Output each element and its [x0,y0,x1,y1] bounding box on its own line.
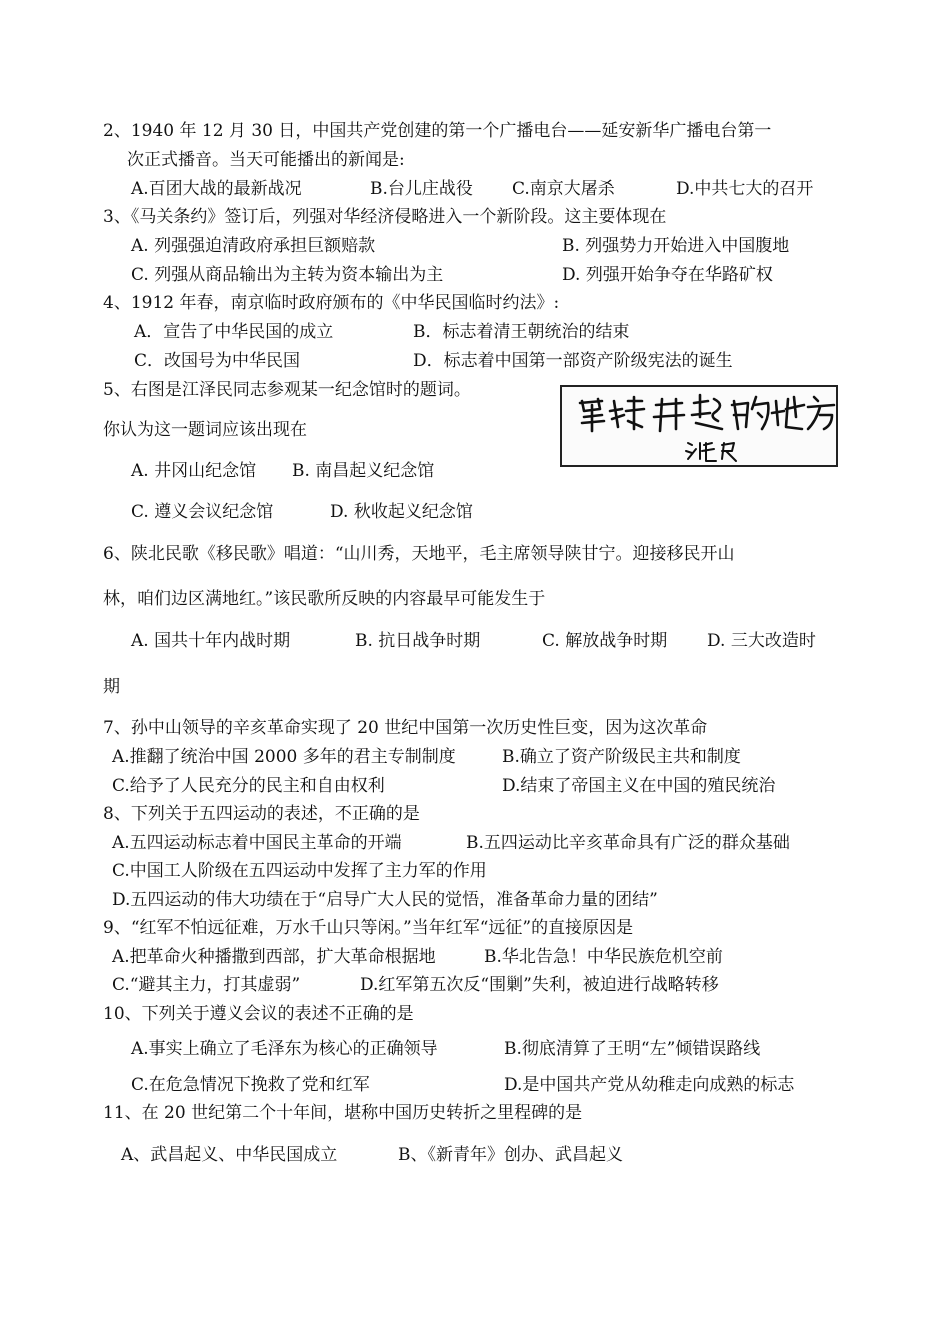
q5-stem-line1: 5、右图是江泽民同志参观某一纪念馆时的题词。 [103,380,471,400]
q11-option-a: A、武昌起义、中华民国成立 [121,1145,338,1165]
q9-option-d: D.红军第五次反“围剿”失利，被迫进行战略转移 [360,975,719,995]
q7-option-a: A.推翻了统治中国 2000 多年的君主专制制度 [112,747,456,767]
q5-stem-line2: 你认为这一题词应该出现在 [103,420,307,440]
q6-option-b: B. 抗日战争时期 [355,631,481,651]
q3-option-d: D. 列强开始争夺在华路矿权 [562,265,773,285]
q4-option-c: C．改国号为中华民国 [134,351,301,371]
q2-option-b: B.台儿庄战役 [370,179,473,199]
q6-option-d: D. 三大改造时 [707,631,816,651]
q9-stem: 9、“红军不怕远征难，万水千山只等闲。”当年红军“远征”的直接原因是 [103,918,634,938]
q6-option-a: A. 国共十年内战时期 [131,631,291,651]
q7-option-d: D.结束了帝国主义在中国的殖民统治 [502,776,776,796]
q8-option-b: B.五四运动比辛亥革命具有广泛的群众基础 [466,833,790,853]
q11-option-b: B、《新青年》创办、武昌起义 [398,1145,623,1165]
q10-option-b: B.彻底清算了王明“左”倾错误路线 [504,1039,761,1059]
q2-option-d: D.中共七大的召开 [676,179,814,199]
q10-stem: 10、下列关于遵义会议的表述不正确的是 [103,1004,414,1024]
q9-option-c: C.“避其主力，打其虚弱” [112,975,301,995]
q6-stem-line2: 林，咱们边区满地红。”该民歌所反映的内容最早可能发生于 [103,589,546,609]
q8-option-d: D.五四运动的伟大功绩在于“启导广大人民的觉悟，准备革命力量的团结” [112,890,658,910]
q8-option-a: A.五四运动标志着中国民主革命的开端 [112,833,402,853]
q5-option-a: A. 井冈山纪念馆 [131,461,257,481]
q8-option-c: C.中国工人阶级在五四运动中发挥了主力军的作用 [112,861,487,881]
q6-stem-line1: 6、陕北民歌《移民歌》唱道：“山川秀，天地平，毛主席领导陕甘宁。迎接移民开山 [103,544,735,564]
q8-stem: 8、下列关于五四运动的表述，不正确的是 [103,804,420,824]
q7-option-b: B.确立了资产阶级民主共和制度 [502,747,741,767]
q9-option-b: B.华北告急！中华民族危机空前 [484,947,723,967]
q7-stem: 7、孙中山领导的辛亥革命实现了 20 世纪中国第一次历史性巨变，因为这次革命 [103,718,708,738]
q5-option-b: B. 南昌起义纪念馆 [292,461,435,481]
q3-option-a: A. 列强强迫清政府承担巨额赔款 [131,236,376,256]
calligraphy-inscription-image [560,385,838,467]
q11-stem: 11、在 20 世纪第二个十年间，堪称中国历史转折之里程碑的是 [103,1103,583,1123]
q2-option-c: C.南京大屠杀 [512,179,615,199]
q7-option-c: C.给予了人民充分的民主和自由权利 [112,776,385,796]
q2-stem-line2: 次正式播音。当天可能播出的新闻是: [127,150,405,170]
calligraphy-drawing [562,387,836,465]
q5-option-d: D. 秋收起义纪念馆 [330,502,473,522]
q4-stem: 4、1912 年春，南京临时政府颁布的《中华民国临时约法》: [103,293,560,313]
q10-option-d: D.是中国共产党从幼稚走向成熟的标志 [504,1075,795,1095]
q4-option-b: B．标志着清王朝统治的结束 [413,322,630,342]
q2-option-a: A.百团大战的最新战况 [131,179,302,199]
q3-option-b: B. 列强势力开始进入中国腹地 [562,236,790,256]
q3-option-c: C. 列强从商品输出为主转为资本输出为主 [131,265,444,285]
q10-option-c: C.在危急情况下挽救了党和红军 [131,1075,370,1095]
q6-option-c: C. 解放战争时期 [542,631,668,651]
q6-option-d-overflow: 期 [103,677,120,697]
q5-option-c: C. 遵义会议纪念馆 [131,502,274,522]
q3-stem: 3、《马关条约》签订后，列强对华经济侵略进入一个新阶段。这主要体现在 [103,207,667,227]
q4-option-d: D．标志着中国第一部资产阶级宪法的诞生 [413,351,733,371]
q4-option-a: A．宣告了中华民国的成立 [134,322,334,342]
q9-option-a: A.把革命火种播撒到西部，扩大革命根据地 [112,947,436,967]
q2-stem-line1: 2、1940 年 12 月 30 日，中国共产党创建的第一个广播电台——延安新华广播电台第一 [103,121,772,141]
q10-option-a: A.事实上确立了毛泽东为核心的正确领导 [131,1039,438,1059]
